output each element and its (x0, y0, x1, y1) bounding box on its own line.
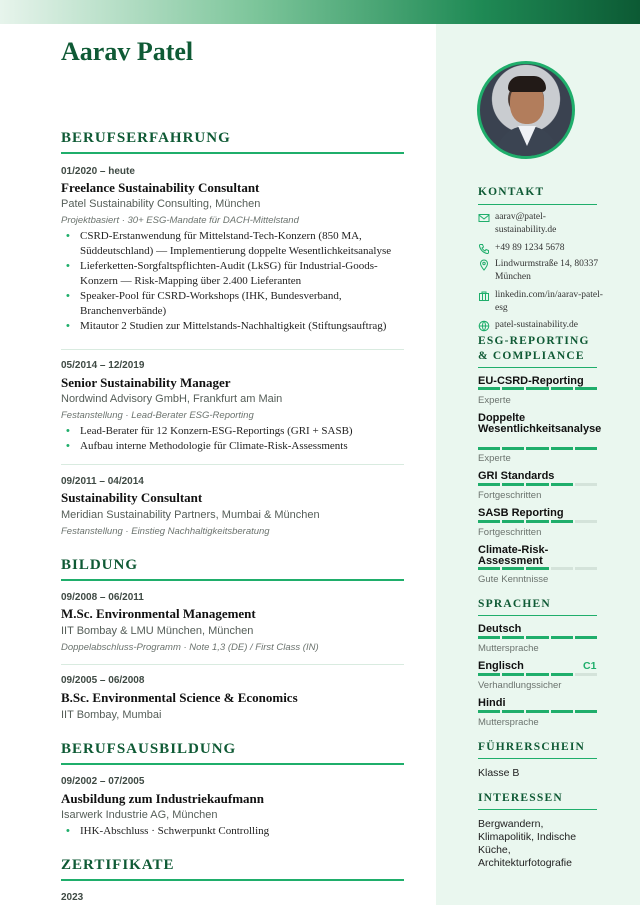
job-bullet-list (66, 229, 404, 334)
level-segment (551, 447, 573, 450)
briefcase-icon (478, 290, 490, 302)
level-segment (478, 567, 500, 570)
mail-icon (478, 212, 490, 224)
education-institution: IIT Bombay & LMU München, München (61, 625, 254, 637)
level-segment (502, 710, 524, 713)
sidebar-divider (478, 367, 597, 368)
skill-level-label: Experte (478, 395, 511, 406)
job-employer: Meridian Sustainability Partners, Mumbai & München (61, 509, 320, 521)
list-item: • IHK-Abschluss · Schwerpunkt Controlling (66, 824, 404, 839)
level-segment (478, 673, 500, 676)
level-segment (551, 673, 573, 676)
section-divider (61, 152, 404, 154)
job-bullet-list (66, 424, 404, 454)
interests-text: Bergwandern, Klimapolitik, Indische Küche, Architekturfotografie (478, 818, 577, 869)
level-segment (551, 387, 573, 390)
section-title-education: BILDUNG (61, 557, 139, 573)
level-segment (575, 483, 597, 486)
level-segment (502, 387, 524, 390)
globe-icon (478, 320, 490, 332)
skill-name: GRI Standards (478, 470, 555, 482)
language-level-label: Muttersprache (478, 717, 539, 728)
job-meta: Festanstellung · Einstieg Nachhaltigkeitsberatung (61, 526, 270, 537)
sidebar-title-esg: ESG-REPORTING & COMPLIANCE (478, 335, 590, 362)
education-meta: Doppelabschluss-Programm · Note 1,3 (DE) / First Class (IN) (61, 642, 319, 653)
skill-level-bar (478, 447, 597, 450)
language-name: Hindi (478, 697, 506, 709)
list-item: • Aufbau interne Methodologie für Climate-Risk-Assessments (66, 439, 404, 454)
education-dates: 09/2005 – 06/2008 (61, 675, 145, 686)
level-segment (575, 387, 597, 390)
job-dates: 09/2011 – 04/2014 (61, 476, 144, 487)
profile-photo (477, 61, 575, 159)
level-segment (478, 710, 500, 713)
contact-phone-text: +49 89 1234 5678 (495, 243, 565, 253)
language-level-label: Muttersprache (478, 643, 539, 654)
section-title-certificates: ZERTIFIKATE (61, 857, 175, 873)
level-segment (502, 673, 524, 676)
candidate-name: Aarav Patel (61, 37, 194, 66)
level-segment (551, 520, 573, 523)
location-pin-icon (478, 259, 490, 271)
job-title: Senior Sustainability Manager (61, 375, 231, 390)
contact-address-text: Lindwurmstraße 14, 80337 München (495, 259, 599, 282)
skill-level-label: Experte (478, 453, 511, 464)
level-segment (575, 636, 597, 639)
license-value: Klasse B (478, 767, 520, 779)
skill-name: SASB Reporting (478, 507, 564, 519)
level-segment (478, 483, 500, 486)
level-segment (526, 387, 548, 390)
skill-name: Climate-Risk-Assessment (478, 544, 549, 567)
education-dates: 09/2008 – 06/2011 (61, 592, 144, 603)
certificate-date: 2023 (61, 892, 84, 903)
contact-phone[interactable] (478, 242, 603, 256)
section-divider (61, 879, 404, 881)
skill-level-bar (478, 483, 597, 486)
entry-divider (61, 349, 404, 350)
level-segment (502, 520, 524, 523)
sidebar-divider (478, 758, 597, 759)
job-title: Sustainability Consultant (61, 490, 203, 505)
training-bullet-list (66, 824, 404, 839)
sidebar-title-contact: KONTAKT (478, 186, 545, 198)
level-segment (575, 710, 597, 713)
training-company: Isarwerk Industrie AG, München (61, 809, 218, 821)
contact-linkedin[interactable] (478, 289, 603, 317)
job-meta: Festanstellung · Lead-Berater ESG-Reporting (61, 410, 254, 421)
level-segment (575, 447, 597, 450)
language-name: Englisch (478, 660, 524, 672)
contact-email-text: aarav@patel-sustainability.de (495, 212, 557, 235)
level-segment (502, 636, 524, 639)
contact-address (478, 258, 603, 286)
contact-website-text: patel-sustainability.de (495, 320, 579, 330)
sidebar-title-interests: INTERESSEN (478, 792, 563, 804)
job-meta: Projektbasiert · 30+ ESG-Mandate für DACH-Mittelstand (61, 215, 299, 226)
degree-title: B.Sc. Environmental Science & Economics (61, 690, 298, 705)
level-segment (575, 567, 597, 570)
language-level-bar (478, 710, 597, 713)
skill-name: EU-CSRD-Reporting (478, 375, 584, 387)
level-segment (575, 520, 597, 523)
level-segment (478, 387, 500, 390)
list-item: • CSRD-Erstanwendung für Mittelstand-Tech-Konzern (850 MA, Süddeutschland) — Implementierung doppelte Wesentlichkeitsanalyse (66, 229, 404, 259)
skill-level-bar (478, 567, 597, 570)
job-dates: 01/2020 – heute (61, 166, 135, 177)
training-dates: 09/2002 – 07/2005 (61, 776, 145, 787)
level-segment (551, 483, 573, 486)
level-segment (526, 636, 548, 639)
degree-title: M.Sc. Environmental Management (61, 606, 256, 621)
section-divider (61, 763, 404, 765)
level-segment (478, 636, 500, 639)
skill-level-bar (478, 520, 597, 523)
skill-level-bar (478, 387, 597, 390)
list-item: • Speaker-Pool für CSRD-Workshops (IHK, Bundesverband, Branchenverbände) (66, 289, 404, 319)
level-segment (551, 710, 573, 713)
level-segment (526, 520, 548, 523)
list-item: • Mitautor 2 Studien zur Mittelstands-Nachhaltigkeit (Stiftungsauftrag) (66, 319, 404, 334)
sidebar-divider (478, 204, 597, 205)
language-level-bar (478, 636, 597, 639)
contact-linkedin-text: linkedin.com/in/aarav-patel-esg (495, 290, 603, 313)
skill-level-label: Gute Kenntnisse (478, 574, 549, 585)
contact-email[interactable] (478, 211, 603, 239)
job-title: Freelance Sustainability Consultant (61, 180, 260, 195)
sidebar-title-license: FÜHRERSCHEIN (478, 741, 586, 753)
job-employer: Patel Sustainability Consulting, München (61, 198, 261, 210)
section-divider (61, 579, 404, 581)
level-segment (526, 673, 548, 676)
skill-level-label: Fortgeschritten (478, 527, 542, 538)
language-name: Deutsch (478, 623, 522, 635)
language-level-label: Verhandlungssicher (478, 680, 562, 691)
entry-divider (61, 664, 404, 665)
skill-name: Doppelte Wesentlichkeitsanalyse (478, 412, 602, 435)
language-level-bar (478, 673, 597, 676)
language-cefr-badge: C1 (583, 660, 597, 672)
skill-level-label: Fortgeschritten (478, 490, 542, 501)
section-title-experience: BERUFSERFAHRUNG (61, 130, 231, 146)
level-segment (575, 673, 597, 676)
level-segment (526, 483, 548, 486)
phone-icon (478, 243, 490, 255)
list-item: • Lieferketten-Sorgfaltspflichten-Audit (LkSG) für Industrial-Goods-Konzern — Risk-Mapping über 2.400 Lieferanten (66, 259, 404, 289)
sidebar-divider (478, 809, 597, 810)
level-segment (502, 567, 524, 570)
level-segment (502, 447, 524, 450)
level-segment (526, 567, 548, 570)
level-segment (551, 636, 573, 639)
level-segment (478, 447, 500, 450)
header-gradient-bar (0, 0, 640, 24)
level-segment (478, 520, 500, 523)
training-title: Ausbildung zum Industriekaufmann (61, 791, 265, 806)
level-segment (551, 567, 573, 570)
sidebar-title-languages: SPRACHEN (478, 598, 551, 610)
section-title-training: BERUFSAUSBILDUNG (61, 741, 237, 757)
education-institution: IIT Bombay, Mumbai (61, 709, 162, 721)
list-item: • Lead-Berater für 12 Konzern-ESG-Reportings (GRI + SASB) (66, 424, 404, 439)
entry-divider (61, 464, 404, 465)
level-segment (502, 483, 524, 486)
sidebar-divider (478, 615, 597, 616)
contact-website[interactable] (478, 319, 603, 333)
job-dates: 05/2014 – 12/2019 (61, 360, 145, 371)
job-employer: Nordwind Advisory GmbH, Frankfurt am Main (61, 393, 283, 405)
level-segment (526, 710, 548, 713)
level-segment (526, 447, 548, 450)
